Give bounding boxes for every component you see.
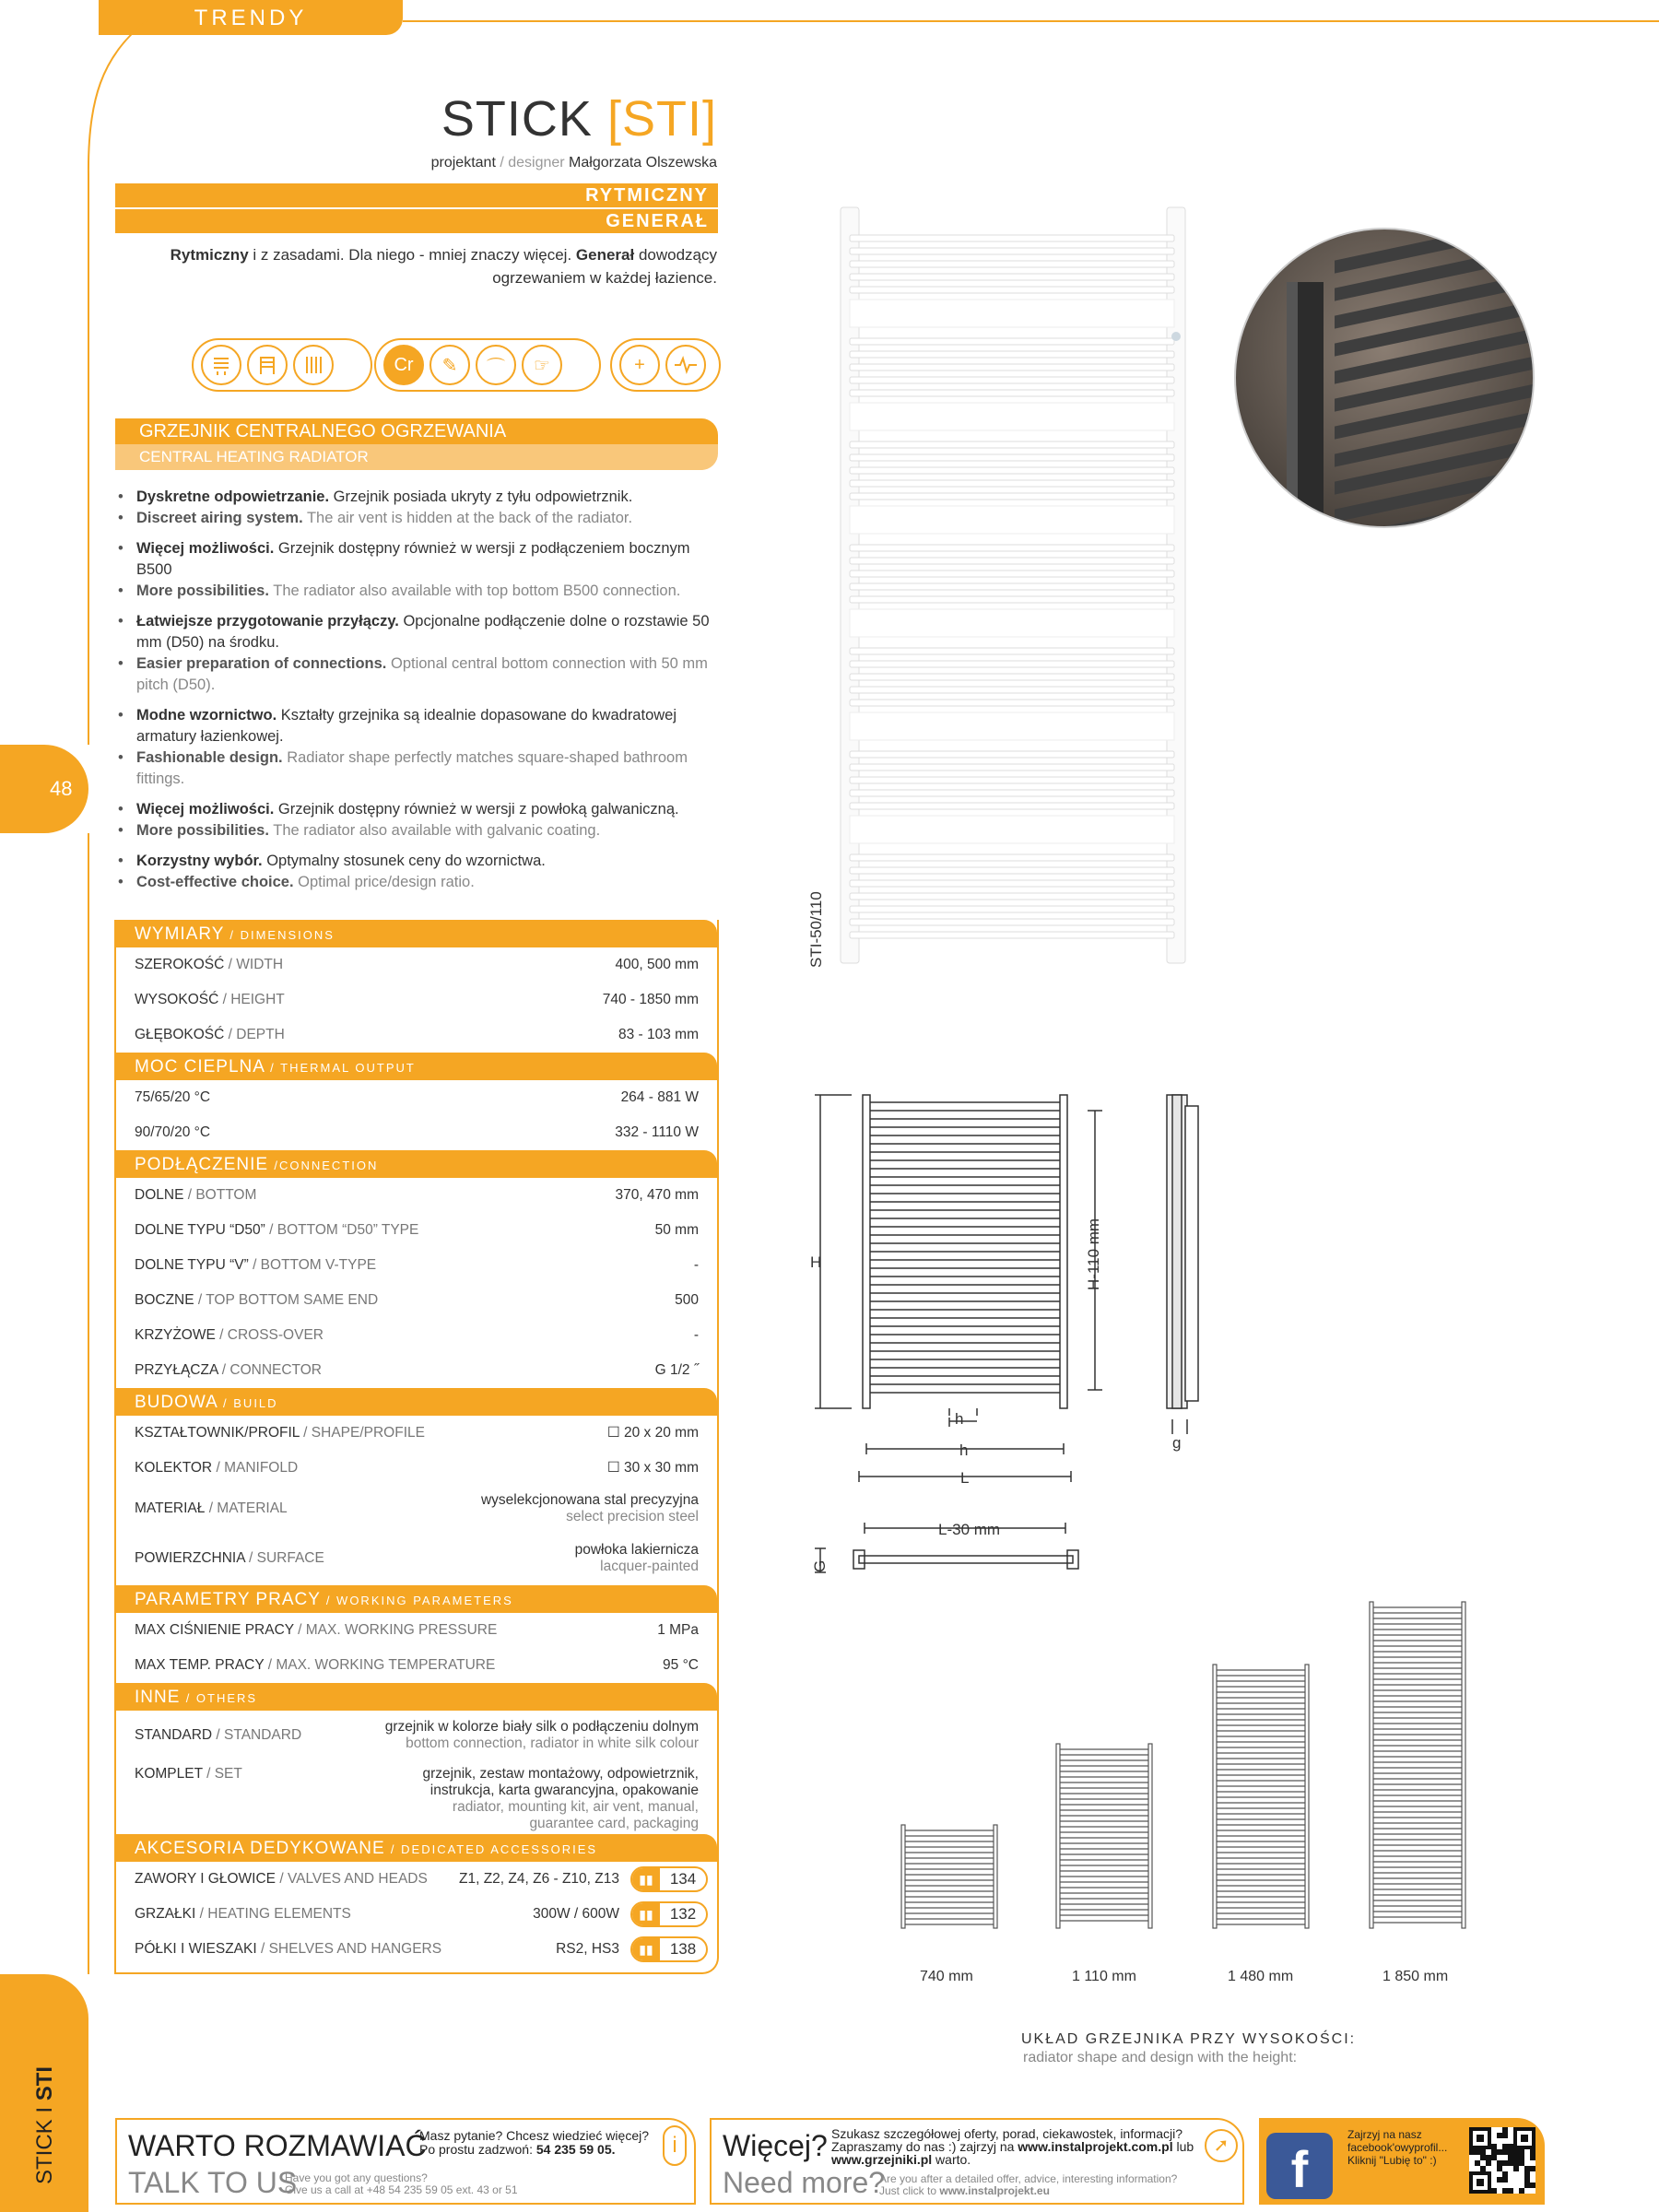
product-title: STICK [STI] <box>441 91 717 147</box>
model-label: STI-50/110 <box>807 891 825 968</box>
more-line2: Zapraszamy do nas :) zajrzyj na www.instalprojekt.com.pl lub <box>831 2139 1194 2154</box>
page-ref-134[interactable]: ▮▮ 134 <box>630 1866 708 1892</box>
icon-group-2 <box>374 338 601 392</box>
dim-H: H <box>810 1253 822 1271</box>
more-line1: Szukasz szczegółowej oferty, porad, ciekawostek, informacji? <box>831 2126 1183 2141</box>
cursor-icon: ➚ <box>1205 2129 1238 2162</box>
link-grzejniki[interactable]: www.grzejniki.pl <box>831 2152 933 2167</box>
book-icon: ▮▮ <box>632 1936 660 1962</box>
dim-L: L <box>960 1469 970 1487</box>
facebook-box[interactable] <box>1259 2118 1545 2205</box>
section-connection: PODŁĄCZENIE /CONNECTION <box>116 1150 717 1178</box>
dim-H110: H-110 mm <box>1085 1218 1102 1290</box>
link-instalprojekt-eu[interactable]: www.instalprojekt.eu <box>939 2184 1050 2197</box>
height-variants <box>885 1594 1475 1963</box>
dim-h: h <box>959 1441 969 1459</box>
table-row: KOLEKTOR / MANIFOLD ☐ 30 x 30 mm <box>135 1460 699 1476</box>
radiator-front-icon <box>201 345 241 385</box>
side-label: STICK I STI <box>32 2065 57 2184</box>
tag-general: GENERAŁ <box>115 209 718 233</box>
qr-code-icon[interactable] <box>1469 2127 1535 2194</box>
table-row: MAX TEMP. PRACY / MAX. WORKING TEMPERATURE 95 °C <box>135 1657 699 1673</box>
category-pl: GRZEJNIK CENTRALNEGO OGRZEWANIA <box>115 418 718 444</box>
height-label-1850: 1 850 mm <box>1382 1969 1449 1984</box>
talk-title-en: TALK TO US <box>128 2166 298 2199</box>
table-row: BOCZNE / TOP BOTTOM SAME END 500 <box>135 1292 699 1308</box>
table-row: GŁĘBOKOŚĆ / DEPTH 83 - 103 mm <box>135 1027 699 1042</box>
feature-2: • Więcej możliwości. Grzejnik dostępny również w wersji z podłączeniem bocznym B500 • More possibilities. The radiator also available with top bottom B500 connection. <box>118 538 717 602</box>
table-row: KRZYŻOWE / CROSS-OVER - <box>135 1327 699 1343</box>
feature-3: • Łatwiejsze przygotowanie przyłączy. Opcjonalne podłączenie dolne o rozstawie 50 mm (D50) na środku. • Easier preparation of connections. Optional central bottom connection with 50 mm pitch (D50). <box>118 611 717 696</box>
hanger-icon: ⌒ <box>476 345 516 385</box>
table-row: 75/65/20 °C 264 - 881 W <box>135 1089 699 1105</box>
more-en1: Are you after a detailed offer, advice, interesting information? <box>879 2172 1178 2185</box>
intro-text: Rytmiczny i z zasadami. Dla niego - mniej znaczy więcej. Generał dowodzący ogrzewaniem w każdej łazience. <box>170 246 717 287</box>
heights-caption-en: radiator shape and design with the height: <box>1023 2050 1298 2065</box>
feature-1: • Dyskretne odpowietrzanie. Grzejnik posiada ukryty z tyłu odpowietrznik. • Discreet airing system. The air vent is hidden at the back of the radiator. <box>118 487 717 529</box>
more-title-pl: Więcej? <box>723 2129 828 2162</box>
page-ref-132[interactable]: ▮▮ 132 <box>630 1901 708 1927</box>
heights-caption-pl: UKŁAD GRZEJNIKA PRZY WYSOKOŚCI: <box>1021 2031 1357 2047</box>
icon-group-3 <box>610 338 721 392</box>
chrome-icon: Cr <box>383 345 424 385</box>
section-label: TRENDY <box>99 0 403 35</box>
info-icon: i <box>663 2125 687 2166</box>
section-dimensions: WYMIARY / DIMENSIONS <box>116 920 717 947</box>
table-row: SZEROKOŚĆ / WIDTH 400, 500 mm <box>135 957 699 972</box>
more-box <box>710 2118 1244 2205</box>
icon-group-1 <box>192 338 372 392</box>
detail-photo <box>1233 227 1535 529</box>
spec-table <box>114 920 719 1974</box>
table-row: STANDARD / STANDARD grzejnik w kolorze biały silk o podłączeniu dolnym bottom connection, radiator in white silk colour <box>135 1719 699 1751</box>
table-row: MATERIAŁ / MATERIAL wyselekcjonowana stal precyzyjna select precision steel <box>135 1492 699 1524</box>
table-row: DOLNE / BOTTOM 370, 470 mm <box>135 1187 699 1203</box>
section-thermal: MOC CIEPLNA / THERMAL OUTPUT <box>116 1053 717 1080</box>
table-row: MAX CIŚNIENIE PRACY / MAX. WORKING PRESSURE 1 MPa <box>135 1622 699 1638</box>
table-row: GRZAŁKI / HEATING ELEMENTS 300W / 600W ▮▮ 132 <box>116 1897 717 1932</box>
hand-icon: ☞ <box>522 345 562 385</box>
book-icon: ▮▮ <box>632 1866 660 1892</box>
table-row: ZAWORY I GŁOWICE / VALVES AND HEADS Z1, Z2, Z4, Z6 - Z10, Z13 ▮▮ 134 <box>116 1862 717 1897</box>
height-label-1110: 1 110 mm <box>1072 1969 1136 1984</box>
section-others: INNE / OTHERS <box>116 1683 717 1711</box>
link-instalprojekt[interactable]: www.instalprojekt.com.pl <box>1018 2139 1173 2154</box>
table-row: DOLNE TYPU “V” / BOTTOM V-TYPE - <box>135 1257 699 1273</box>
height-label-740: 740 mm <box>920 1969 973 1984</box>
tag-rytmiczny: RYTMICZNY <box>115 183 718 207</box>
fb-line3: Kliknij "Lubię to" :) <box>1347 2154 1437 2167</box>
table-row: 90/70/20 °C 332 - 1110 W <box>135 1124 699 1140</box>
tech-drawing <box>811 1088 1290 1604</box>
dim-G: G <box>811 1559 829 1572</box>
talk-call-en: Give us a call at +48 54 235 59 05 ext. 43 or 51 <box>285 2183 518 2196</box>
height-label-1480: 1 480 mm <box>1228 1969 1294 1984</box>
fb-line2: facebook'owyprofil... <box>1347 2141 1448 2154</box>
table-row: PRZYŁĄCZA / CONNECTOR G 1/2 ˝ <box>135 1362 699 1378</box>
table-row: KSZTAŁTOWNIK/PROFIL / SHAPE/PROFILE ☐ 20 x 20 mm <box>135 1425 699 1441</box>
dim-h-small: h <box>955 1410 964 1428</box>
table-row: DOLNE TYPU “D50” / BOTTOM “D50” TYPE 50 mm <box>135 1222 699 1238</box>
feature-6: • Korzystny wybór. Optymalny stosunek ceny do wzornictwa. • Cost-effective choice. Optimal price/design ratio. <box>118 851 717 893</box>
more-title-en: Need more? <box>723 2166 886 2199</box>
pulse-icon <box>665 345 706 385</box>
table-row: KOMPLET / SET grzejnik, zestaw montażowy, odpowietrznik, instrukcja, karta gwarancyjna, opakowanie radiator, mounting kit, air vent, manual, guarantee card, packaging <box>135 1766 699 1831</box>
page-number: 48 <box>0 745 88 833</box>
section-build: BUDOWA / BUILD <box>116 1388 717 1416</box>
radiator-side-icon <box>293 345 334 385</box>
feature-list <box>118 487 717 902</box>
book-icon: ▮▮ <box>632 1901 660 1927</box>
page-ref-138[interactable]: ▮▮ 138 <box>630 1936 708 1962</box>
feature-5: • Więcej możliwości. Grzejnik dostępny również w wersji z powłoką galwaniczną. • More possibilities. The radiator also available with galvanic coating. <box>118 799 717 841</box>
talk-question-en: Have you got any questions? <box>285 2171 428 2184</box>
table-row: WYSOKOŚĆ / HEIGHT 740 - 1850 mm <box>135 992 699 1007</box>
talk-call: Po prostu zadzwoń: 54 235 59 05. <box>419 2142 616 2157</box>
talk-box <box>115 2118 696 2205</box>
category-en: CENTRAL HEATING RADIATOR <box>115 444 718 470</box>
category-heading <box>115 418 718 470</box>
talk-title-pl: WARTO ROZMAWIAĆ <box>128 2129 427 2162</box>
radiator-legs-icon <box>247 345 288 385</box>
section-working: PARAMETRY PRACY / WORKING PARAMETERS <box>116 1585 717 1613</box>
tools-icon: ✎ <box>429 345 470 385</box>
table-row: PÓŁKI I WIESZAKI / SHELVES AND HANGERS RS2, HS3 ▮▮ 138 <box>116 1932 717 1967</box>
facebook-icon: f <box>1266 2133 1333 2199</box>
talk-question: Masz pytanie? Chcesz wiedzieć więcej? <box>419 2128 649 2143</box>
more-en2: Just click to www.instalprojekt.eu <box>879 2184 1050 2197</box>
section-accessories: AKCESORIA DEDYKOWANE / DEDICATED ACCESSORIES <box>116 1834 717 1862</box>
table-row: POWIERZCHNIA / SURFACE powłoka lakiernicza lacquer-painted <box>135 1542 699 1574</box>
dim-g: g <box>1172 1434 1182 1452</box>
more-line3: www.grzejniki.pl warto. <box>831 2152 971 2167</box>
dim-L30: L-30 mm <box>938 1521 1001 1538</box>
radiator-photo <box>830 198 1217 972</box>
feature-4: • Modne wzornictwo. Kształty grzejnika są idealnie dopasowane do kwadratowej armatury łazienkowej. • Fashionable design. Radiator shape perfectly matches square-shaped bathroom fittings. <box>118 705 717 790</box>
plus-icon: + <box>619 345 660 385</box>
designer-line: projektant / designer Małgorzata Olszewska <box>430 155 717 171</box>
fb-line1: Zajrzyj na nasz <box>1347 2128 1422 2141</box>
